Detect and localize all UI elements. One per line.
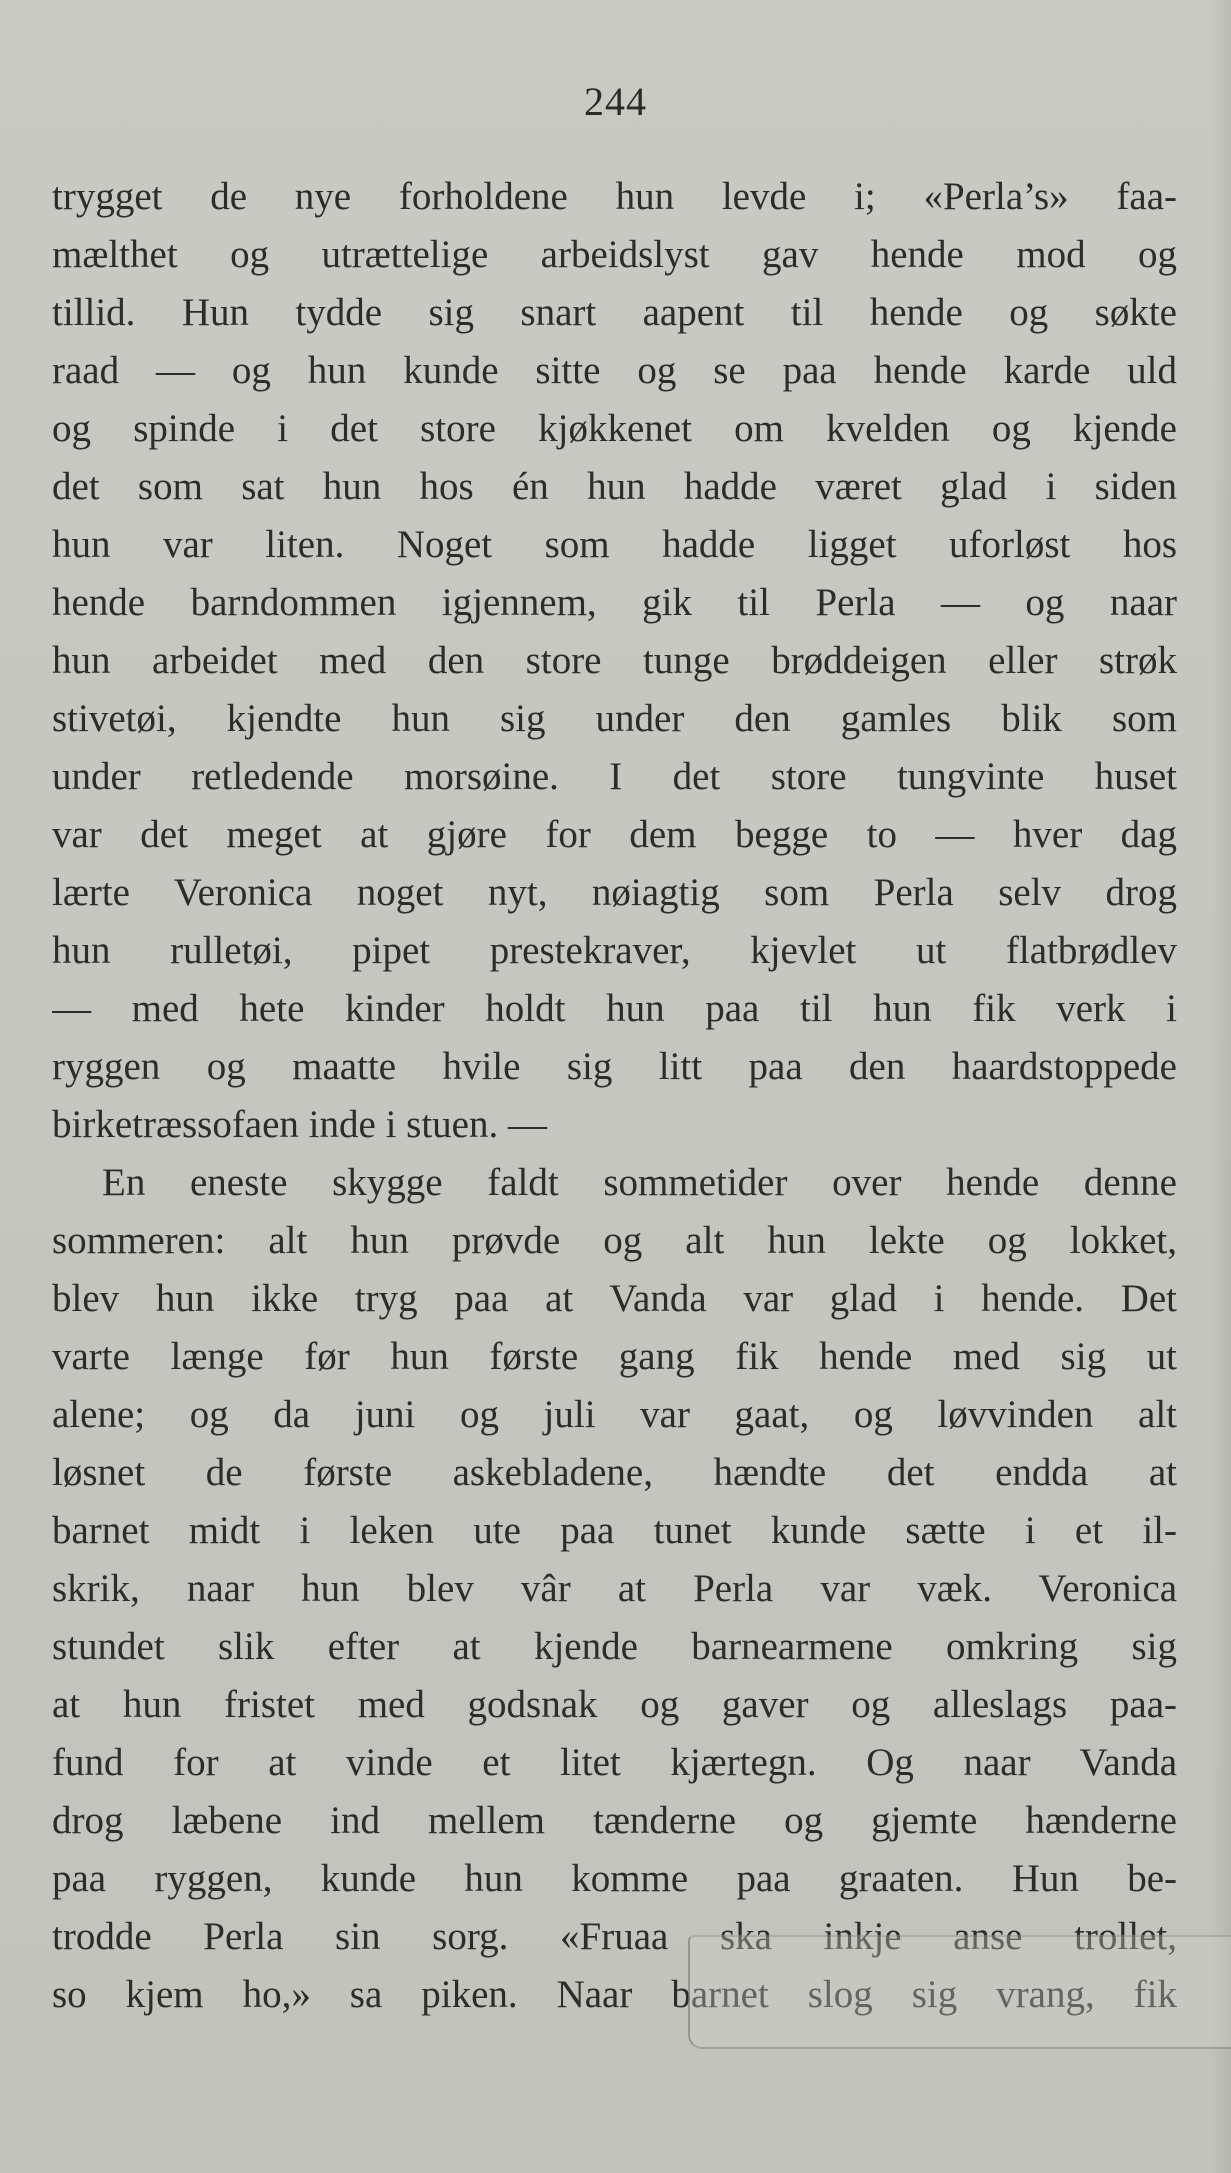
text-line: paa ryggen, kunde hun komme paa graaten. Hun be- [52,1857,1177,1900]
text-line: det som sat hun hos én hun hadde været glad i siden [52,465,1177,508]
text-line: fund for at vinde et litet kjærtegn. Og naar Vanda [52,1741,1177,1784]
text-line: løsnet de første askebladene, hændte det endda at [52,1451,1177,1494]
paper-slip [688,1935,1231,2049]
text-line: so kjem ho,» sa piken. Naar barnet slog sig vrang, fik [52,1973,1177,2016]
text-line: hun rulletøi, pipet prestekraver, kjevlet ut flatbrødlev [52,929,1177,972]
body-text [52,168,1177,2024]
text-line: En eneste skygge faldt sommetider over hende denne [102,1161,1177,1204]
text-line: skrik, naar hun blev vâr at Perla var væk. Veronica [52,1567,1177,1610]
text-line: trygget de nye forholdene hun levde i; «Perla’s» faa- [52,175,1177,218]
text-line: trodde Perla sin sorg. «Fruaa ska inkje anse trollet, [52,1915,1177,1958]
text-line: alene; og da juni og juli var gaat, og løvvinden alt [52,1393,1177,1436]
page-number: 244 [584,79,647,124]
text-line: mælthet og utrættelige arbeidslyst gav hende mod og [52,233,1177,276]
text-line: ryggen og maatte hvile sig litt paa den haardstoppede [52,1045,1177,1088]
text-line: sommeren: alt hun prøvde og alt hun lekte og lokket, [52,1219,1177,1262]
text-line: og spinde i det store kjøkkenet om kvelden og kjende [52,407,1177,450]
paragraph-1 [52,168,1177,1154]
text-line: blev hun ikke tryg paa at Vanda var glad i hende. Det [52,1277,1177,1320]
text-line: — med hete kinder holdt hun paa til hun fik verk i [52,987,1177,1030]
text-line: tillid. Hun tydde sig snart aapent til hende og søkte [52,291,1177,334]
paragraph-2 [52,1154,1177,2024]
page-edge-shadow [1211,0,1231,2173]
text-line: barnet midt i leken ute paa tunet kunde sætte i et il- [52,1509,1177,1552]
text-line: lærte Veronica noget nyt, nøiagtig som Perla selv drog [52,871,1177,914]
text-line: hende barndommen igjennem, gik til Perla — og naar [52,581,1177,624]
text-line: hun arbeidet med den store tunge brøddeigen eller strøk [52,639,1177,682]
text-line: birketræssofaen inde i stuen. — [52,1103,547,1146]
text-line: var det meget at gjøre for dem begge to — hver dag [52,813,1177,856]
text-line: raad — og hun kunde sitte og se paa hende karde uld [52,349,1177,392]
text-line: varte længe før hun første gang fik hende med sig ut [52,1335,1177,1378]
text-line: hun var liten. Noget som hadde ligget uforløst hos [52,523,1177,566]
text-line: drog læbene ind mellem tænderne og gjemte hænderne [52,1799,1177,1842]
text-line: under retledende morsøine. I det store tungvinte huset [52,755,1177,798]
text-line: at hun fristet med godsnak og gaver og alleslags paa- [52,1683,1177,1726]
text-line: stundet slik efter at kjende barnearmene omkring sig [52,1625,1177,1668]
text-line: stivetøi, kjendte hun sig under den gamles blik som [52,697,1177,740]
